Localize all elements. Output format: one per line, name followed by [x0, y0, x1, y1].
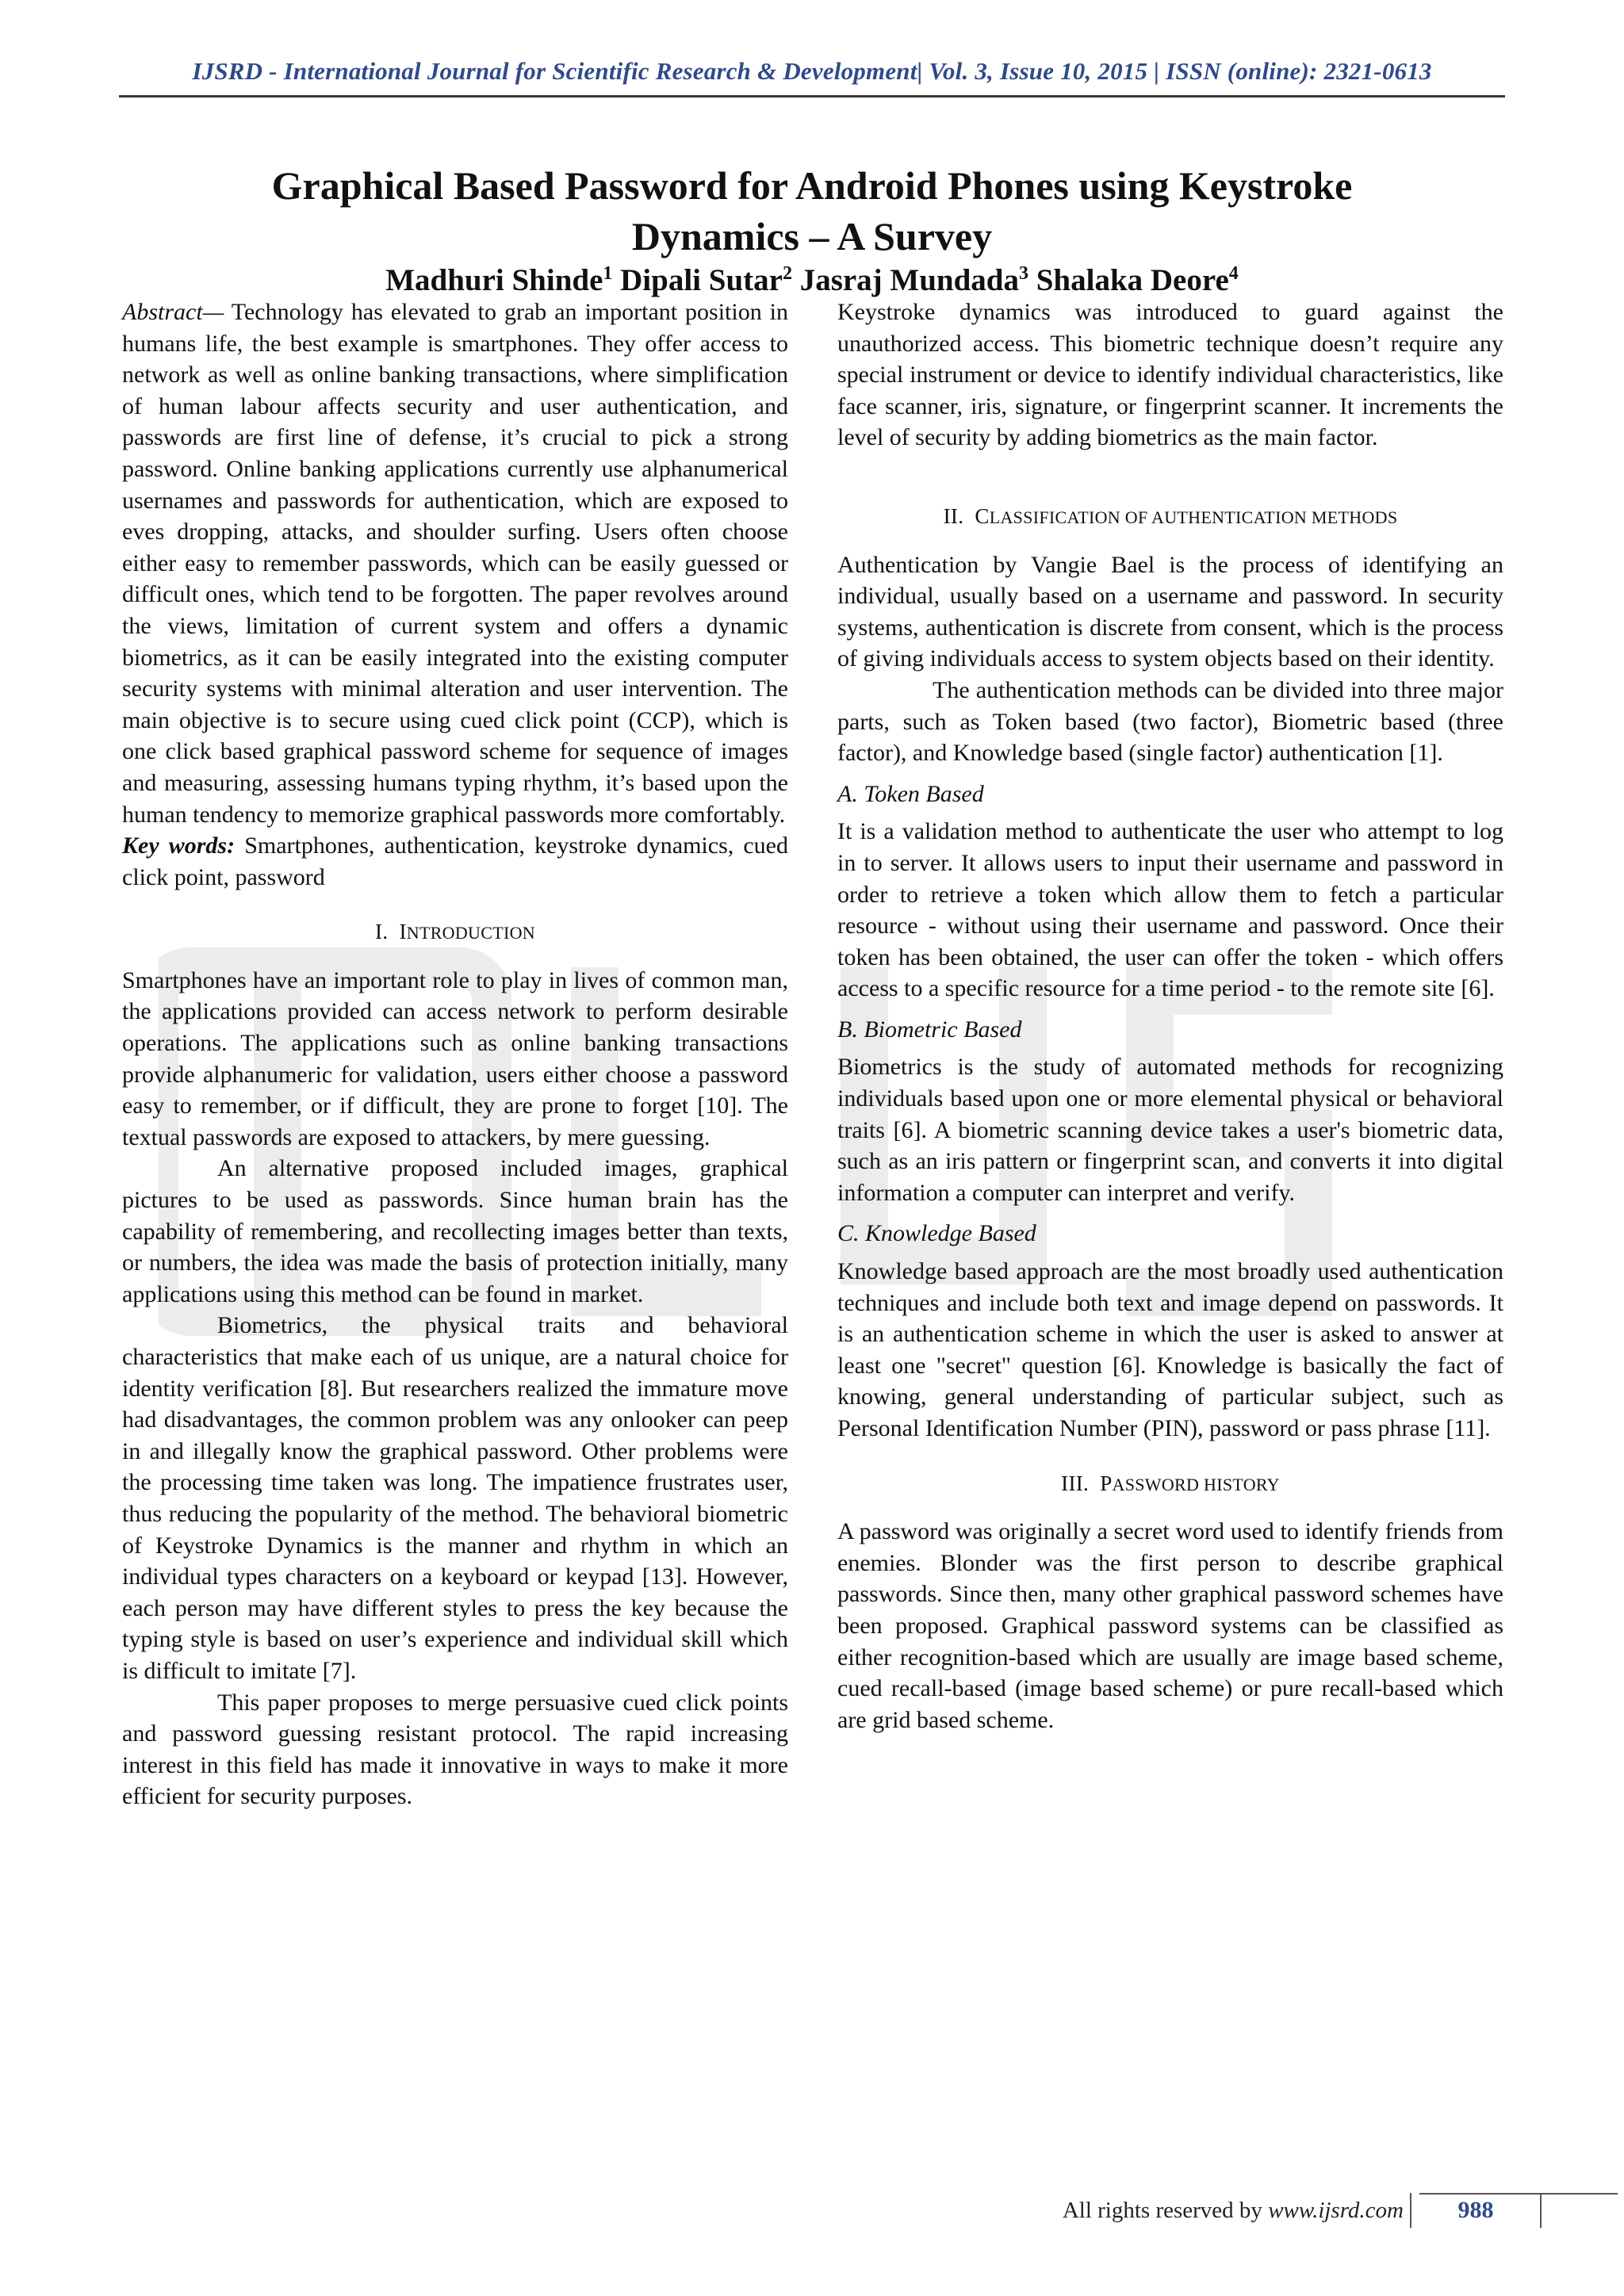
keywords [122, 830, 788, 893]
footer-rights: All rights reserved by www.ijsrd.com [1062, 2198, 1404, 2223]
author-name: Jasraj Mundada [799, 263, 1019, 297]
section-heading-password-history: III. PASSWORD HISTORY [1061, 1471, 1280, 1495]
abstract [122, 297, 788, 830]
intro-paragraph: This paper proposes to merge persuasive cued click points and password guessing resistant protocol. The rapid increasing interest in this field has made it innovative in ways to make it more efficient for security purposes. [122, 1689, 788, 1810]
subsection-heading-biometric: B. Biometric Based [837, 1016, 1022, 1043]
journal-header: IJSRD - International Journal for Scientific Research & Development| Vol. 3, Issue 10, 2015 | ISSN (online): 2321-0613 [192, 57, 1432, 85]
section-heading-introduction: I. INTRODUCTION [375, 920, 535, 944]
author-affiliation: 1 [603, 263, 613, 284]
keywords-text: Smartphones, authentication, keystroke dynamics, cued click point, password [122, 832, 788, 890]
body-paragraph: It is a validation method to authenticate the user who attempt to log in to server. It allows users to input their username and password in order to retrieve a token which allow them to fetch a particular resource - without using their username and password. Once their token has been obtained, the user can offer the token - which offers access to a specific resource for a time period - to the remote site [6]. [837, 818, 1503, 1002]
subsection-heading-token: A. Token Based [837, 780, 984, 807]
body-paragraph: The authentication methods can be divided into three major parts, such as Token based (two factor), Biometric based (three factor), and Knowledge based (single factor) authentication [1]. [837, 676, 1503, 767]
left-column [122, 297, 788, 1812]
body-paragraph: A password was originally a secret word used to identify friends from enemies. Blonder was the first person to describe graphical passwords. Since then, many other graphical password schemes have been proposed. Graphical password systems can be classified as either recognition-based which are usually are image based scheme, cued recall-based (image based scheme) or pure recall-based which are grid based scheme. [837, 1518, 1503, 1733]
author-name: Dipali Sutar [620, 263, 783, 297]
right-column [837, 297, 1503, 1735]
author-affiliation: 3 [1018, 263, 1028, 284]
paper-title [119, 160, 1505, 262]
header-divider [119, 95, 1505, 98]
abstract-label: Abstract— [122, 299, 224, 325]
body-paragraph: Biometrics is the study of automated methods for recognizing individuals based upon one or more elemental physical or behavioral traits [6]. A biometric scanning device takes a user's biometric data, such as an iris pattern or fingerprint scan, and converts it into digital information a computer can interpret and verify. [837, 1054, 1503, 1206]
author-list [119, 254, 1505, 300]
intro-paragraph: Smartphones have an important role to play in lives of common man, the applications provided can access network to perform desirable operations. The applications such as online banking transactions provide alphanumeric for validation, users either choose a password easy to remember, or if difficult, they are prone to forget [10]. The textual passwords are exposed to attackers, by mere guessing. [122, 966, 788, 1150]
subsection-heading-knowledge: C. Knowledge Based [837, 1220, 1036, 1247]
continued-paragraph: Keystroke dynamics was introduced to guard against the unauthorized access. This biometric technique doesn’t require any special instrument or device to identify individual characteristics, like face scanner, iris, signature, or fingerprint scanner. It increments the level of security by adding biometrics as the main factor. [837, 299, 1503, 451]
author-affiliation: 4 [1228, 263, 1239, 284]
page-number: 988 [1410, 2193, 1542, 2228]
title-line-1: Graphical Based Password for Android Phones using Keystroke [271, 163, 1353, 208]
keywords-label: Key words: [122, 832, 236, 859]
author-name: Shalaka Deore [1036, 263, 1229, 297]
title-line-2: Dynamics – A Survey [631, 214, 993, 258]
body-paragraph: Knowledge based approach are the most broadly used authentication techniques and include both text and image depend on passwords. It is an authentication scheme in which the user is asked to answer at least one "secret" question [6]. Knowledge is basically the fact of knowing, general understanding of particular subject, such as Personal Identification Number (PIN), password or pass phrase [11]. [837, 1258, 1503, 1441]
journal-url-link[interactable]: www.ijsrd.com [1268, 2198, 1404, 2223]
author-affiliation: 2 [782, 263, 792, 284]
intro-paragraph: An alternative proposed included images, graphical pictures to be used as passwords. Since human brain has the capability of remembering, and recollecting images better than texts, or numbers, the idea was made the basis of protection initially, many applications using this method can be found in market. [122, 1155, 788, 1307]
author-name: Madhuri Shinde [385, 263, 603, 297]
intro-paragraph: Biometrics, the physical traits and behavioral characteristics that make each of us unique, are a natural choice for identity verification [8]. But researchers realized the immature move had disadvantages, the common problem was any onlooker can peep in and illegally know the graphical password. Other problems were the processing time taken was long. The impatience frustrates user, thus reducing the popularity of the method. The behavioral biometric of Keystroke Dynamics is the manner and rhythm in which an individual types characters on a keyboard or keypad [13]. However, each person may have different styles to press the key because the typing style is based on user’s experience and individual skill which is difficult to imitate [7]. [122, 1312, 788, 1684]
abstract-text: Technology has elevated to grab an important position in humans life, the best example is smartphones. They offer access to network as well as online banking transactions, where simplification of human labour affects security and user authentication, and passwords are first line of defense, it’s crucial to pick a strong password. Online banking applications currently use alphanumerical usernames and passwords for authentication, which are exposed to eves dropping, attacks, and shoulder surfing. Users often choose either easy to remember passwords, which can be easily guessed or difficult ones, which tend to be forgotten. The paper revolves around the views, limitation of current system and offers a dynamic biometrics, as it can be easily integrated into the existing computer security systems with minimal alteration and user intervention. The main objective is to secure using cued click point (CCP), which is one click based graphical password scheme for sequence of images and measuring, assessing humans typing rhythm, it’s based upon the human tendency to memorize graphical passwords more comfortably. [122, 299, 788, 828]
body-paragraph: Authentication by Vangie Bael is the process of identifying an individual, usually based on a username and password. In security systems, authentication is discrete from consent, which is the process of giving individuals access to system objects based on their identity. [837, 551, 1503, 672]
section-heading-classification: II. CLASSIFICATION OF AUTHENTICATION METHODS [943, 503, 1398, 528]
